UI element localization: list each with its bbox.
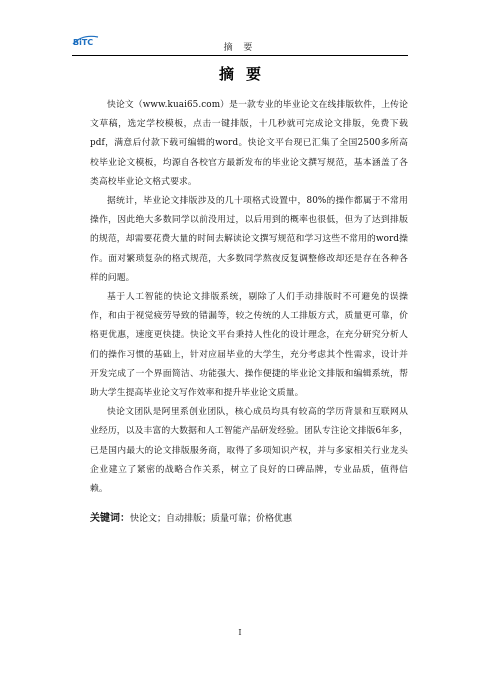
keywords-line — [90, 509, 410, 524]
keywords-label: 关键词： — [90, 513, 130, 524]
paragraph-1: 快论文（www.kuai65.com）是一款专业的毕业论文在线排版软件，上传论文草稿，选定学校模板，点击一键排版，十几秒就可完成论文排版，免费下载pdf，满意后付款下载可编辑的word。快论文平台现已汇集了全国2500多所高校毕业论文模板，均源自各校官方最新发布的毕业论文撰写规范，基本涵盖了各类高校毕业论文格式要求。 — [90, 100, 408, 187]
page-number: I — [238, 628, 242, 637]
paragraph-4: 快论文团队是阿里系创业团队，核心成员均具有较高的学历背景和互联网从业经历，以及丰富的大数据和人工智能产品研发经验。团队专注论文排版6年多，已是国内最大的论文排版服务商，取得了多项知识产权，并与多家相关行业龙头企业建立了紧密的战略合作关系，树立了良好的口碑品牌，专业品质，值得信赖。 — [90, 407, 408, 495]
logo-text: BiTC — [73, 38, 94, 47]
page-title: 摘要 — [218, 65, 273, 83]
header-rule — [72, 55, 408, 56]
keywords-value: 快论文；自动排版；质量可靠；价格优惠 — [130, 514, 293, 524]
running-header: 摘 要 — [223, 43, 257, 53]
paragraph-3: 基于人工智能的快论文排版系统，剔除了人们手动排版时不可避免的误操作，和由于视觉疲劳导致的错漏等，较之传统的人工排版方式，质量更可靠，价格更优惠，速度更快捷。快论文平台秉持人性化的设计理念，在充分研究分析人们的操作习惯的基础上，针对应届毕业的大学生，充分考虑其个性需求，设计并开发完成了一个界面简洁、功能强大、操作便捷的毕业论文排版和编辑系统，帮助大学生提高毕业论文写作效率和提升毕业论文质量。 — [90, 292, 408, 399]
paragraph-2: 据统计，毕业论文排版涉及的几十项格式设置中，80%的操作都属于不常用操作，因此绝大多数同学以前没用过，以后用到的概率也很低，但为了达到排版的规范，却需要花费大量的时间去解读论文撰写规范和学习这些不常用的word操作。面对繁琐复杂的格式规范，大多数同学熬夜反复调整修改却还是存在各种各样的问题。 — [90, 196, 408, 283]
abstract-body — [90, 96, 408, 499]
